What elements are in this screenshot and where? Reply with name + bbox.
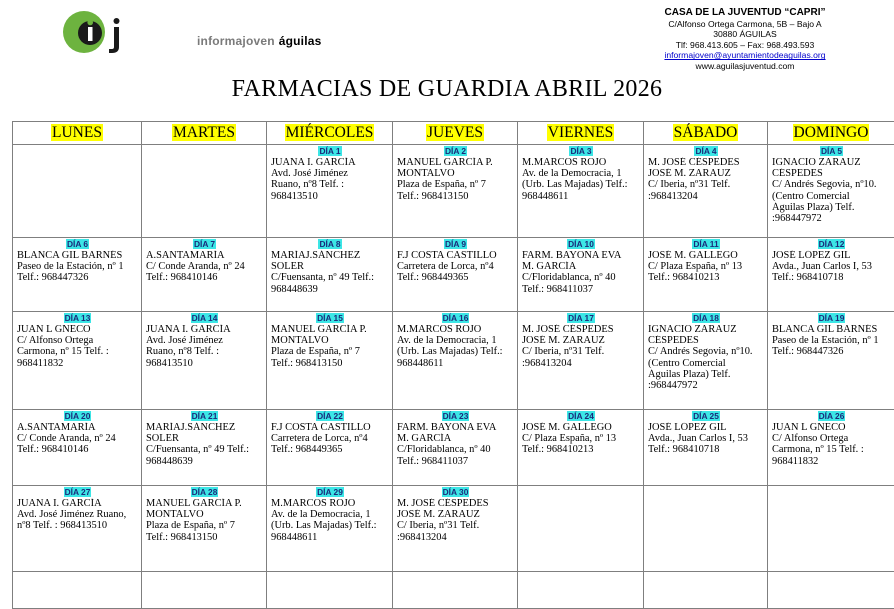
empty-day-cell <box>768 572 894 609</box>
day-cell <box>267 486 393 572</box>
pharmacy-name: M. JOSÉ CÉSPEDES <box>397 498 514 509</box>
day-label: DÍA 23 <box>442 411 470 421</box>
pharmacy-name: JUANA I. GARCÍA <box>271 157 389 168</box>
day-badge <box>648 313 764 324</box>
day-badge <box>648 146 764 157</box>
pharmacy-entry <box>768 411 894 467</box>
day-badge <box>397 146 514 157</box>
pharmacy-detail: Avd. José Jiménez <box>271 168 389 179</box>
pharmacy-detail: Av. de la Democracia, 1 <box>271 509 389 520</box>
pharmacy-detail: Telf.: 968411037 <box>522 284 640 295</box>
day-cell <box>768 312 894 410</box>
pharmacy-detail: C/ Andrés Segovia, nº10. <box>772 179 891 190</box>
day-cell <box>393 410 518 486</box>
day-label: DÍA 19 <box>818 313 846 323</box>
day-badge <box>772 146 891 157</box>
day-cell <box>13 410 142 486</box>
day-cell <box>142 410 267 486</box>
org-name: CASA DE LA JUVENTUD “CAPRI” <box>640 8 850 19</box>
pharmacy-detail: JOSÉ M. ZARAUZ <box>522 335 640 346</box>
pharmacy-detail: Telf.: 968413150 <box>146 532 263 543</box>
pharmacy-detail: 968448639 <box>146 456 263 467</box>
day-badge <box>522 239 640 250</box>
day-label: DÍA 1 <box>318 146 341 156</box>
pharmacy-detail: MONTALVO <box>271 335 389 346</box>
pharmacy-detail: Carretera de Lorca, nº4 <box>271 433 389 444</box>
day-badge <box>397 487 514 498</box>
pharmacy-entry <box>518 411 643 456</box>
weekday-header: LUNES <box>13 122 142 145</box>
day-label: DÍA 15 <box>316 313 344 323</box>
weekday-header-row <box>13 122 894 145</box>
pharmacy-name: JOSÉ LÓPEZ GIL <box>772 250 891 261</box>
day-cell <box>142 238 267 312</box>
pharmacy-detail: Avda., Juan Carlos I, 53 <box>772 261 891 272</box>
day-cell <box>267 312 393 410</box>
pharmacy-detail: MONTALVO <box>146 509 263 520</box>
pharmacy-detail: Telf.: 968410146 <box>146 272 263 283</box>
pharmacy-detail: C/ Alfonso Ortega <box>17 335 138 346</box>
pharmacy-entry <box>13 313 141 369</box>
pharmacy-name: JOSÉ M. GALLEGO <box>648 250 764 261</box>
day-badge <box>271 313 389 324</box>
pharmacy-detail: (Urb. Las Majadas) Telf.: <box>397 346 514 357</box>
org-phone: Tlf: 968.413.605 – Fax: 968.493.593 <box>640 40 850 51</box>
pharmacy-name: FARM. BAYONA EVA <box>397 422 514 433</box>
empty-day-cell <box>644 572 768 609</box>
day-cell <box>644 312 768 410</box>
pharmacy-detail: CÉSPEDES <box>772 168 891 179</box>
pharmacy-detail: Avda., Juan Carlos I, 53 <box>648 433 764 444</box>
day-label: DÍA 11 <box>692 239 719 249</box>
day-badge <box>271 239 389 250</box>
day-badge <box>522 313 640 324</box>
pharmacy-name: MANUEL GARCÍA P. <box>271 324 389 335</box>
pharmacy-entry <box>267 146 392 202</box>
day-badge <box>397 239 514 250</box>
day-label: DÍA 24 <box>567 411 595 421</box>
pharmacy-name: BLANCA GIL BARNÉS <box>17 250 138 261</box>
pharmacy-detail: Telf.: 968410146 <box>17 444 138 455</box>
pharmacy-entry <box>267 313 392 369</box>
day-cell <box>142 312 267 410</box>
day-label: DÍA 16 <box>442 313 470 323</box>
pharmacy-detail: Telf.: 968447326 <box>17 272 138 283</box>
pharmacy-entry <box>644 239 767 284</box>
pharmacy-name: A.SANTAMARÍA <box>146 250 263 261</box>
pharmacy-entry <box>267 487 392 543</box>
pharmacy-detail: Av. de la Democracia, 1 <box>397 335 514 346</box>
pharmacy-detail: Avd. José Jiménez <box>146 335 263 346</box>
week-row <box>13 238 894 312</box>
pharmacy-detail: Telf.: 968413150 <box>271 358 389 369</box>
pharmacy-entry <box>393 146 517 202</box>
pharmacy-detail: Telf.: 968449365 <box>271 444 389 455</box>
pharmacy-detail: C/ Iberia, nº31 Telf. <box>397 520 514 531</box>
informajoven-logo <box>62 10 252 54</box>
pharmacy-name: MANUEL GARCÍA P. <box>146 498 263 509</box>
day-cell <box>13 238 142 312</box>
pharmacy-entry <box>13 239 141 284</box>
day-label: DÍA 6 <box>66 239 89 249</box>
pharmacy-name: MARÍAJ.SÁNCHEZ <box>271 250 389 261</box>
pharmacy-entry <box>393 239 517 284</box>
pharmacy-name: F.J COSTA CASTILLO <box>397 250 514 261</box>
pharmacy-entry <box>142 411 266 467</box>
pharmacy-detail: (Urb. Las Majadas) Telf.: <box>522 179 640 190</box>
empty-day-cell <box>142 145 267 238</box>
day-cell <box>644 410 768 486</box>
day-label: DÍA 13 <box>64 313 92 323</box>
day-label: DÍA 3 <box>569 146 592 156</box>
day-cell <box>768 410 894 486</box>
day-cell <box>518 145 644 238</box>
empty-day-cell <box>267 572 393 609</box>
pharmacy-entry <box>142 487 266 543</box>
pharmacy-detail: Telf.: 968410718 <box>772 272 891 283</box>
day-badge <box>772 239 891 250</box>
logo-mark <box>62 10 142 54</box>
day-label: DÍA 21 <box>191 411 219 421</box>
logo-text: informajoven águilas <box>197 34 322 48</box>
pharmacy-detail: Carretera de Lorca, nº4 <box>397 261 514 272</box>
empty-day-cell <box>518 572 644 609</box>
pharmacy-detail: JOSÉ M. ZARAUZ <box>648 168 764 179</box>
pharmacy-detail: Águilas Plaza) Telf. <box>772 202 891 213</box>
pharmacy-detail: :968413204 <box>522 358 640 369</box>
day-badge <box>17 239 138 250</box>
pharmacy-name: M.MARCOS ROJO <box>271 498 389 509</box>
pharmacy-name: JUAN L GNECO <box>17 324 138 335</box>
day-badge <box>146 411 263 422</box>
day-badge <box>522 146 640 157</box>
week-row <box>13 572 894 609</box>
pharmacy-detail: Telf.: 968410718 <box>648 444 764 455</box>
day-label: DÍA 10 <box>567 239 595 249</box>
day-badge <box>271 411 389 422</box>
day-label: DÍA 25 <box>692 411 720 421</box>
day-badge <box>146 313 263 324</box>
day-badge <box>397 313 514 324</box>
day-label: DÍA 9 <box>444 239 467 249</box>
empty-day-cell <box>518 486 644 572</box>
pharmacy-detail: Telf.: 968410213 <box>648 272 764 283</box>
pharmacy-detail: Águilas Plaza) Telf. <box>648 369 764 380</box>
pharmacy-name: M.MARCOS ROJO <box>397 324 514 335</box>
day-label: DÍA 17 <box>567 313 595 323</box>
pharmacy-detail: MONTALVO <box>397 168 514 179</box>
pharmacy-detail: CÉSPEDES <box>648 335 764 346</box>
weekday-header: MARTES <box>142 122 267 145</box>
pharmacy-detail: 968411832 <box>17 358 138 369</box>
day-label: DÍA 5 <box>820 146 843 156</box>
day-badge <box>17 411 138 422</box>
pharmacy-name: JUANA I. GARCÍA <box>146 324 263 335</box>
day-badge <box>772 313 891 324</box>
day-badge <box>772 411 891 422</box>
day-label: DÍA 30 <box>442 487 470 497</box>
pharmacy-entry <box>768 146 894 224</box>
day-label: DÍA 20 <box>64 411 92 421</box>
day-cell <box>393 238 518 312</box>
day-badge <box>397 411 514 422</box>
pharmacy-name: M. JOSÉ CÉSPEDES <box>648 157 764 168</box>
pharmacy-detail: SOLER <box>146 433 263 444</box>
pharmacy-name: JOSÉ M. GALLEGO <box>522 422 640 433</box>
weekday-header: SÁBADO <box>644 122 768 145</box>
pharmacy-detail: C/Fuensanta, nº 49 Telf.: <box>271 272 389 283</box>
pharmacy-detail: Telf.: 968449365 <box>397 272 514 283</box>
pharmacy-entry <box>644 313 767 391</box>
day-badge <box>146 487 263 498</box>
pharmacy-name: IGNACIO ZARAUZ <box>772 157 891 168</box>
pharmacy-detail: 968448611 <box>397 358 514 369</box>
day-label: DÍA 7 <box>193 239 216 249</box>
day-cell <box>393 312 518 410</box>
day-label: DÍA 27 <box>64 487 92 497</box>
pharmacy-detail: :968413204 <box>397 532 514 543</box>
pharmacy-entry <box>518 239 643 295</box>
pharmacy-name: F.J COSTA CASTILLO <box>271 422 389 433</box>
pharmacy-detail: Telf.: 968410213 <box>522 444 640 455</box>
pharmacy-detail: M. GARCÍA <box>522 261 640 272</box>
day-cell <box>13 486 142 572</box>
pharmacy-detail: (Centro Comercial <box>772 191 891 202</box>
day-badge <box>17 487 138 498</box>
day-cell <box>13 312 142 410</box>
pharmacy-entry <box>13 411 141 456</box>
day-badge <box>17 313 138 324</box>
pharmacy-entry <box>518 146 643 202</box>
day-badge <box>271 487 389 498</box>
pharmacy-detail: C/Fuensanta, nº 49 Telf.: <box>146 444 263 455</box>
day-label: DÍA 28 <box>191 487 219 497</box>
day-cell <box>644 238 768 312</box>
pharmacy-detail: C/ Iberia, nº31 Telf. <box>648 179 764 190</box>
pharmacy-name: BLANCA GIL BARNÉS <box>772 324 891 335</box>
pharmacy-detail: C/ Iberia, nº31 Telf. <box>522 346 640 357</box>
day-label: DÍA 18 <box>692 313 720 323</box>
pharmacy-detail: C/Floridablanca, nº 40 <box>397 444 514 455</box>
pharmacy-entry <box>142 239 266 284</box>
pharmacy-detail: M. GARCÍA <box>397 433 514 444</box>
day-cell <box>518 312 644 410</box>
org-website[interactable]: www.aguilasjuventud.com <box>640 61 850 72</box>
day-cell <box>267 410 393 486</box>
day-badge <box>648 411 764 422</box>
pharmacy-name: JUANA I. GARCÍA <box>17 498 138 509</box>
day-label: DÍA 26 <box>818 411 846 421</box>
pharmacy-name: MANUEL GARCÍA P. <box>397 157 514 168</box>
pharmacy-detail: C/ Conde Aranda, nº 24 <box>146 261 263 272</box>
pharmacy-name: M. JOSÉ CÉSPEDES <box>522 324 640 335</box>
pharmacy-name: MARÍAJ.SÁNCHEZ <box>146 422 263 433</box>
pharmacy-name: JOSÉ LÓPEZ GIL <box>648 422 764 433</box>
pharmacy-entry <box>644 411 767 456</box>
pharmacy-detail: nº8 Telf. : 968413510 <box>17 520 138 531</box>
pharmacy-detail: Ruano, nº8 Telf. : <box>271 179 389 190</box>
day-cell <box>393 145 518 238</box>
pharmacy-name: IGNACIO ZARAUZ <box>648 324 764 335</box>
pharmacy-detail: C/Floridablanca, nº 40 <box>522 272 640 283</box>
day-cell <box>267 238 393 312</box>
day-cell <box>644 145 768 238</box>
pharmacy-detail: Carmona, nº 15 Telf. : <box>17 346 138 357</box>
pharmacy-name: JUAN L GNECO <box>772 422 891 433</box>
pharmacy-entry <box>768 313 894 358</box>
weekday-header: JUEVES <box>393 122 518 145</box>
pharmacy-entry <box>393 313 517 369</box>
pharmacy-detail: Av. de la Democracia, 1 <box>522 168 640 179</box>
pharmacy-entry <box>644 146 767 202</box>
pharmacy-detail: Paseo de la Estación, nº 1 <box>17 261 138 272</box>
pharmacy-detail: (Urb. Las Majadas) Telf.: <box>271 520 389 531</box>
pharmacy-detail: 968448639 <box>271 284 389 295</box>
pharmacy-entry <box>267 411 392 456</box>
pharmacy-detail: Telf.: 968411037 <box>397 456 514 467</box>
pharmacy-detail: SOLER <box>271 261 389 272</box>
pharmacy-detail: :968413204 <box>648 191 764 202</box>
pharmacy-entry <box>267 239 392 295</box>
day-badge <box>271 146 389 157</box>
weekday-header: DOMINGO <box>768 122 894 145</box>
pharmacy-detail: Plaza de España, nº 7 <box>271 346 389 357</box>
pharmacy-detail: :968447972 <box>772 213 891 224</box>
pharmacy-detail: C/ Andrés Segovia, nº10. <box>648 346 764 357</box>
week-row <box>13 486 894 572</box>
pharmacy-detail: C/ Plaza España, nº 13 <box>648 261 764 272</box>
pharmacy-detail: C/ Conde Aranda, nº 24 <box>17 433 138 444</box>
pharmacy-detail: Paseo de la Estación, nº 1 <box>772 335 891 346</box>
day-label: DÍA 4 <box>694 146 717 156</box>
day-cell <box>768 238 894 312</box>
weekday-header: VIERNES <box>518 122 644 145</box>
pharmacy-detail: Telf.: 968413150 <box>397 191 514 202</box>
day-cell <box>518 410 644 486</box>
pharmacy-entry <box>13 487 141 532</box>
day-label: DÍA 22 <box>316 411 344 421</box>
pharmacy-detail: JOSÉ M. ZARAUZ <box>397 509 514 520</box>
day-badge <box>146 239 263 250</box>
pharmacy-detail: :968447972 <box>648 380 764 391</box>
pharmacy-detail: 968448611 <box>271 532 389 543</box>
pharmacy-detail: Plaza de España, nº 7 <box>397 179 514 190</box>
organization-header <box>640 8 850 72</box>
org-city: 30880 ÁGUILAS <box>640 29 850 40</box>
pharmacy-entry <box>768 239 894 284</box>
day-label: DÍA 12 <box>818 239 846 249</box>
pharmacy-detail: 968413510 <box>146 358 263 369</box>
week-row <box>13 145 894 238</box>
pharmacy-entry <box>393 411 517 467</box>
org-address: C/Alfonso Ortega Carmona, 5B – Bajo A <box>640 19 850 30</box>
day-label: DÍA 8 <box>318 239 341 249</box>
week-row <box>13 410 894 486</box>
pharmacy-detail: 968413510 <box>271 191 389 202</box>
pharmacy-name: A.SANTAMARÍA <box>17 422 138 433</box>
empty-day-cell <box>13 145 142 238</box>
pharmacy-detail: Carmona, nº 15 Telf. : <box>772 444 891 455</box>
empty-day-cell <box>768 486 894 572</box>
pharmacy-name: M.MARCOS ROJO <box>522 157 640 168</box>
day-cell <box>142 486 267 572</box>
pharmacy-detail: C/ Alfonso Ortega <box>772 433 891 444</box>
empty-day-cell <box>393 572 518 609</box>
day-cell <box>518 238 644 312</box>
pharmacy-entry <box>518 313 643 369</box>
day-label: DÍA 29 <box>316 487 344 497</box>
weekday-header: MIÉRCOLES <box>267 122 393 145</box>
pharmacy-detail: 968411832 <box>772 456 891 467</box>
empty-day-cell <box>644 486 768 572</box>
pharmacy-calendar <box>12 121 894 609</box>
org-email-link[interactable]: informajoven@ayuntamientodeaguilas.org <box>640 50 850 61</box>
day-badge <box>648 239 764 250</box>
pharmacy-detail: (Centro Comercial <box>648 358 764 369</box>
pharmacy-detail: Avd. José Jiménez Ruano, <box>17 509 138 520</box>
day-cell <box>267 145 393 238</box>
page-title: FARMACIAS DE GUARDIA ABRIL 2026 <box>0 76 894 103</box>
pharmacy-detail: Plaza de España, nº 7 <box>146 520 263 531</box>
empty-day-cell <box>142 572 267 609</box>
day-label: DÍA 2 <box>444 146 467 156</box>
pharmacy-name: FARM. BAYONA EVA <box>522 250 640 261</box>
week-row <box>13 312 894 410</box>
pharmacy-detail: Ruano, nº8 Telf. : <box>146 346 263 357</box>
day-badge <box>522 411 640 422</box>
pharmacy-detail: 968448611 <box>522 191 640 202</box>
day-label: DÍA 14 <box>191 313 219 323</box>
empty-day-cell <box>13 572 142 609</box>
pharmacy-entry <box>393 487 517 543</box>
day-cell <box>393 486 518 572</box>
day-cell <box>768 145 894 238</box>
pharmacy-detail: C/ Plaza España, nº 13 <box>522 433 640 444</box>
pharmacy-entry <box>142 313 266 369</box>
pharmacy-detail: Telf.: 968447326 <box>772 346 891 357</box>
